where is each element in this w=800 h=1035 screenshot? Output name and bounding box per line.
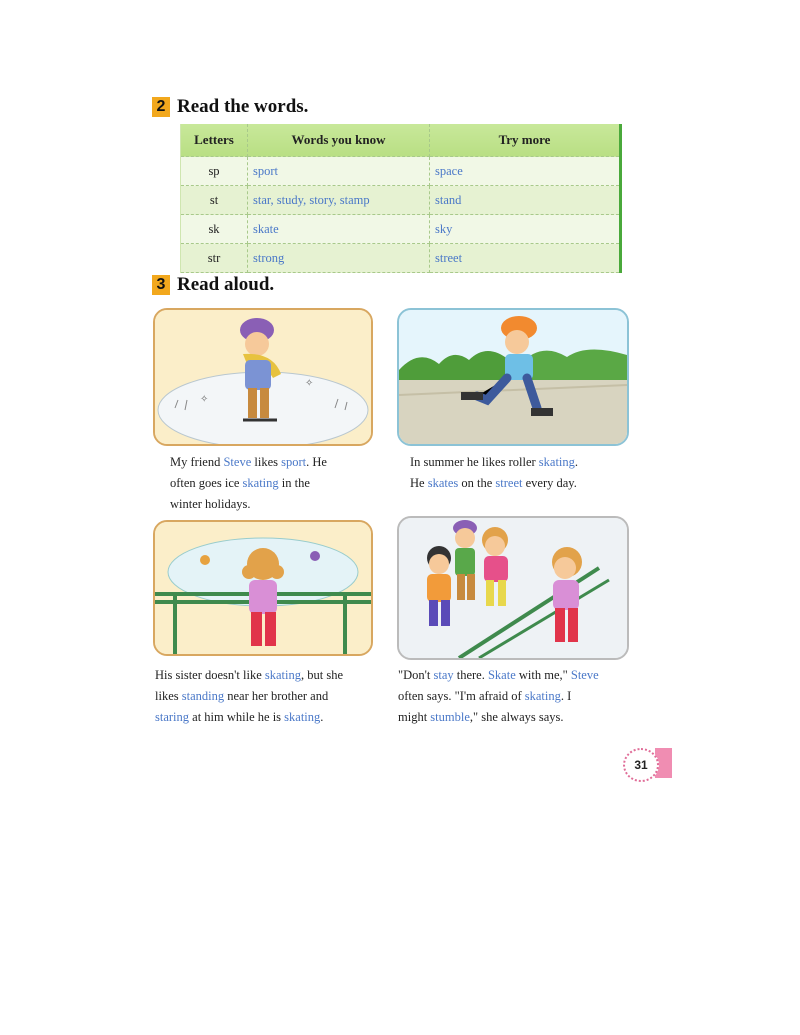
caption-text: at him while he is (189, 710, 285, 724)
caption-text: winter holidays. (170, 497, 251, 511)
illustration-roller-skating (397, 308, 629, 446)
table-row (181, 186, 621, 215)
caption-3 (155, 665, 390, 728)
words-table (180, 124, 622, 273)
caption-text: likes (155, 689, 182, 703)
caption-text: . (574, 455, 579, 469)
page-number: 31 (623, 748, 659, 782)
caption-text: likes (251, 455, 282, 469)
letters-cell: st (181, 186, 248, 215)
highlight-word: skating (264, 668, 301, 682)
svg-text:✧: ✧ (305, 378, 314, 389)
caption-text: every day. (522, 476, 577, 490)
caption-text: with me," (515, 668, 571, 682)
letters-cell: sp (181, 157, 248, 186)
section-number-badge: 3 (152, 275, 170, 295)
highlight-word: skating (538, 455, 575, 469)
caption-2 (410, 452, 645, 494)
highlight-word: Steve (570, 668, 599, 682)
caption-4 (398, 665, 638, 728)
highlight-word: Skate (487, 668, 516, 682)
highlight-word: skating (284, 710, 321, 724)
try-more-cell: space (430, 157, 621, 186)
caption-text: , but she (301, 668, 344, 682)
illustration-sister-watching (153, 520, 373, 656)
caption-text: In summer he likes roller (410, 455, 539, 469)
caption-text: His sister doesn't like (155, 668, 265, 682)
letters-cell: str (181, 244, 248, 273)
highlight-word: skates (427, 476, 459, 490)
illustration-three-kids (397, 516, 629, 660)
highlight-word: stumble (430, 710, 470, 724)
caption-text: My friend (170, 455, 224, 469)
caption-text: "Don't (398, 668, 434, 682)
try-more-cell: stand (430, 186, 621, 215)
known-words-cell: star, study, story, stamp (248, 186, 430, 215)
caption-text: near her brother and (224, 689, 329, 703)
caption-1 (170, 452, 405, 515)
caption-text: might (398, 710, 431, 724)
section-title: Read aloud. (177, 274, 275, 295)
caption-text: ," she always says. (469, 710, 564, 724)
highlight-word: staring (155, 710, 190, 724)
known-words-cell: skate (248, 215, 430, 244)
table-row (181, 244, 621, 273)
header-try-more: Try more (430, 124, 621, 157)
highlight-word: skating (524, 689, 561, 703)
svg-text:✧: ✧ (200, 394, 209, 405)
highlight-word: Steve (223, 455, 252, 469)
caption-text: often goes ice (170, 476, 243, 490)
caption-text: there. (453, 668, 488, 682)
caption-text: . I (560, 689, 572, 703)
section-number-badge: 2 (152, 97, 170, 117)
header-words-you-know: Words you know (248, 124, 430, 157)
illustration-ice-skating (153, 308, 373, 446)
known-words-cell: sport (248, 157, 430, 186)
section-3-heading (152, 274, 274, 296)
table-row (181, 157, 621, 186)
highlight-word: stay (433, 668, 454, 682)
highlight-word: skating (242, 476, 279, 490)
section-2-heading (152, 96, 308, 118)
caption-text: in the (278, 476, 310, 490)
highlight-word: street (495, 476, 523, 490)
caption-text: He (410, 476, 428, 490)
try-more-cell: sky (430, 215, 621, 244)
caption-text: often says. "I'm afraid of (398, 689, 525, 703)
letters-cell: sk (181, 215, 248, 244)
known-words-cell: strong (248, 244, 430, 273)
table-row (181, 215, 621, 244)
try-more-cell: street (430, 244, 621, 273)
caption-text: . (320, 710, 324, 724)
highlight-word: standing (181, 689, 225, 703)
section-title: Read the words. (177, 96, 309, 117)
caption-text: . He (306, 455, 327, 469)
highlight-word: sport (281, 455, 307, 469)
caption-text: on the (458, 476, 496, 490)
header-letters: Letters (181, 124, 248, 157)
table-header-row (181, 124, 621, 157)
